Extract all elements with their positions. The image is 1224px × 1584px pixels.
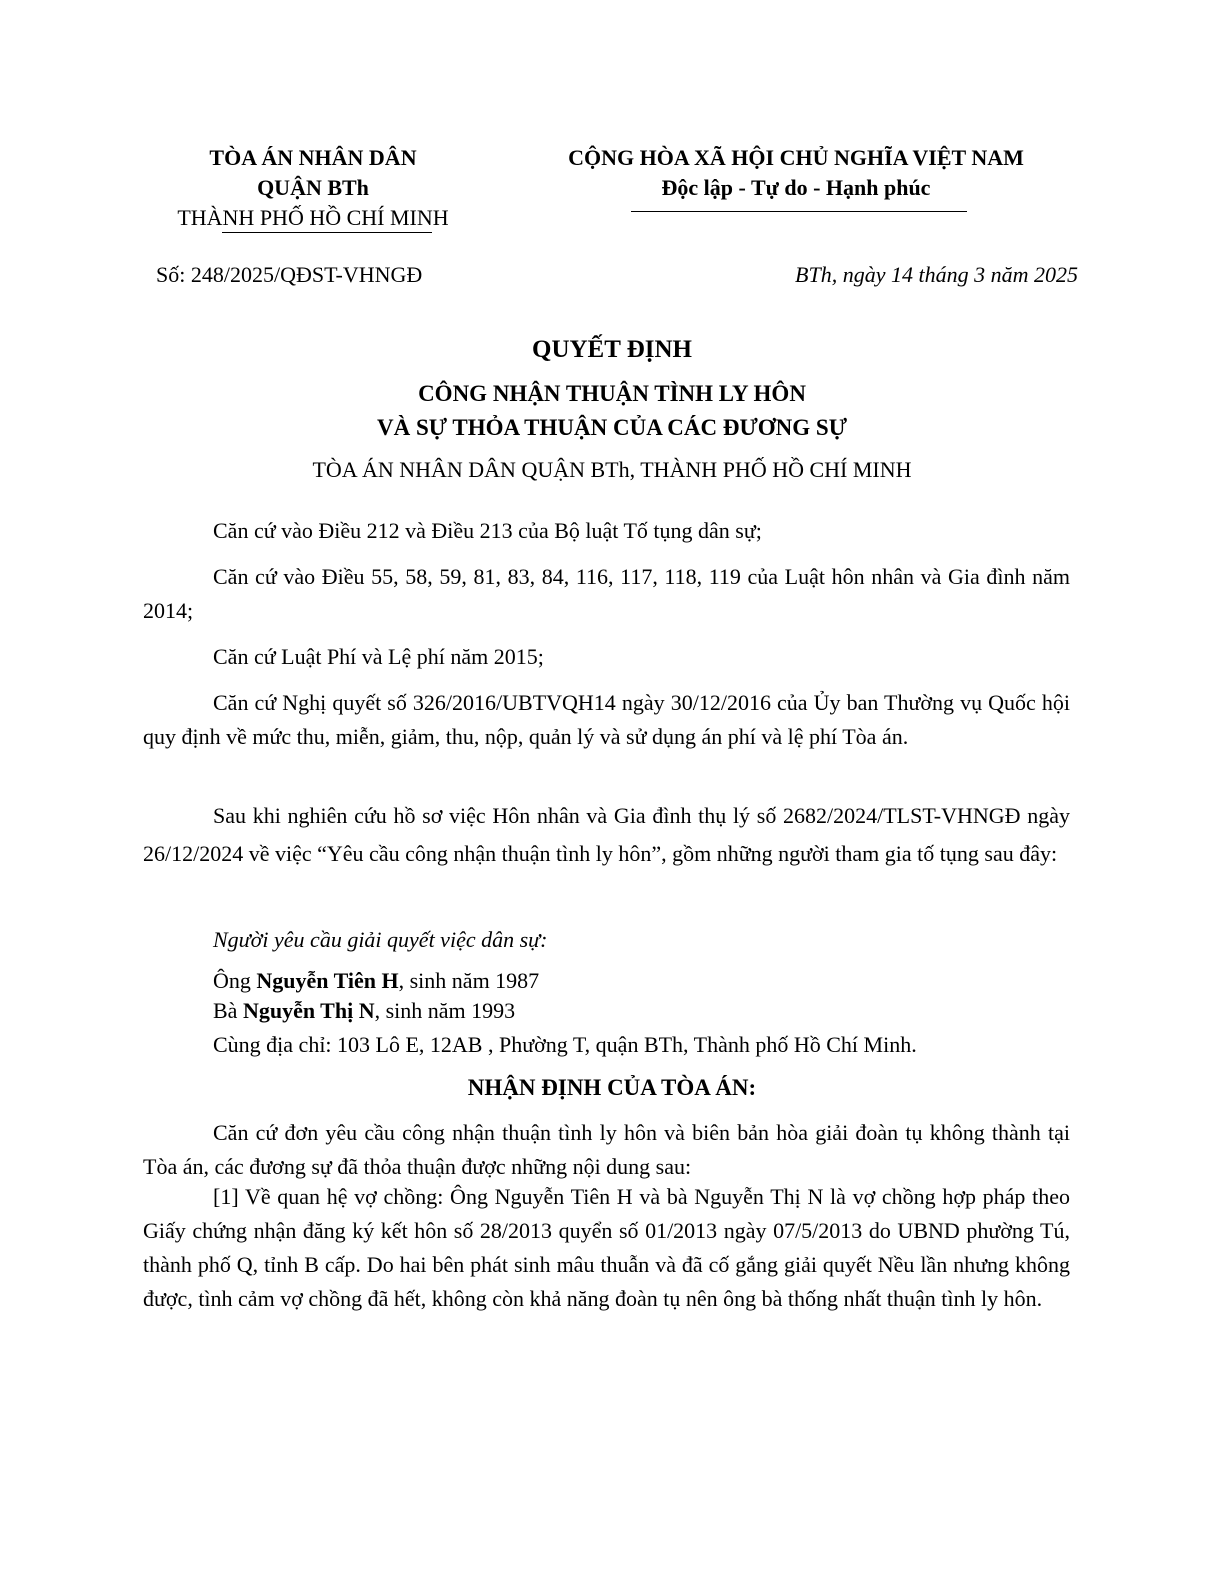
document-subtitle-1: CÔNG NHẬN THUẬN TÌNH LY HÔN [418,381,806,406]
national-header [520,143,1072,203]
issuing-court: TÒA ÁN NHÂN DÂN QUẬN BTh, THÀNH PHỐ HỒ CHÍ MINH [312,457,912,482]
legal-basis-2: Căn cứ vào Điều 55, 58, 59, 81, 83, 84, 116, 117, 118, 119 của Luật hôn nhân và Gia đình năm 2014; [143,564,1070,623]
assessment-marriage: [1] Về quan hệ vợ chồng: Ông Nguyễn Tiên H và bà Nguyễn Thị N là vợ chồng hợp pháp theo Giấy chứng nhận đăng ký kết hôn số 28/2013 quyển số 01/2013 ngày 07/5/2013 do UBND phường Tú, thành phố Q, tỉnh B cấp. Do hai bên phát sinh mâu thuẫn và đã cố gắng giải quyết Nều lần nhưng không được, tình cảm vợ chồng đã hết, không còn khả năng đoàn tụ nên ông bà thống nhất thuận tình ly hôn. [143,1184,1070,1311]
national-title: CỘNG HÒA XÃ HỘI CHỦ NGHĨA VIỆT NAM [568,145,1024,170]
document-title: QUYẾT ĐỊNH [532,336,692,363]
party-2-name: Nguyễn Thị N [242,998,375,1023]
party-2-title: Bà [213,998,243,1023]
parties-heading: Người yêu cầu giải quyết việc dân sự: [213,927,548,952]
legal-basis-3: Căn cứ Luật Phí và Lệ phí năm 2015; [213,644,544,669]
assessment-heading: NHẬN ĐỊNH CỦA TÒA ÁN: [467,1075,757,1100]
national-motto-underline [631,211,967,212]
legal-basis-5: Sau khi nghiên cứu hồ sơ việc Hôn nhân và Gia đình thụ lý số 2682/2024/TLST-VHNGĐ ngày 26/12/2024 về việc “Yêu cầu công nhận thuận tình ly hôn”, gồm những người tham gia tố tụng sau đây: [143,803,1070,866]
legal-basis-4: Căn cứ Nghị quyết số 326/2016/UBTVQH14 ngày 30/12/2016 của Ủy ban Thường vụ Quốc hội quy định về mức thu, miễn, giảm, thu, nộp, quản lý và sử dụng án phí và lệ phí Tòa án. [143,690,1070,749]
national-motto: Độc lập - Tự do - Hạnh phúc [661,175,931,200]
assessment-intro: Căn cứ đơn yêu cầu công nhận thuận tình ly hôn và biên bản hòa giải đoàn tụ không thành tại Tòa án, các đương sự đã thỏa thuận được những nội dung sau: [143,1120,1070,1179]
party-1-name: Nguyễn Tiên H [256,968,399,993]
court-name: TÒA ÁN NHÂN DÂN [209,145,417,170]
party-1 [213,966,539,996]
document-number: Số: 248/2025/QĐST-VHNGĐ [156,262,423,287]
document-subtitle-2: VÀ SỰ THỎA THUẬN CỦA CÁC ĐƯƠNG SỰ [376,415,848,440]
party-1-title: Ông [213,968,257,993]
document-date: BTh, ngày 14 tháng 3 năm 2025 [795,262,1078,287]
legal-basis-1: Căn cứ vào Điều 212 và Điều 213 của Bộ luật Tố tụng dân sự; [213,518,762,543]
court-district: QUẬN BTh [257,175,369,200]
court-header [148,143,478,233]
party-1-birth: , sinh năm 1987 [398,968,540,993]
party-2-birth: , sinh năm 1993 [374,998,516,1023]
court-header-underline [222,232,432,233]
court-city: THÀNH PHỐ HỒ CHÍ MINH [177,205,449,230]
party-2 [213,996,515,1026]
parties-address: Cùng địa chỉ: 103 Lô E, 12AB , Phường T, quận BTh, Thành phố Hồ Chí Minh. [213,1032,917,1057]
